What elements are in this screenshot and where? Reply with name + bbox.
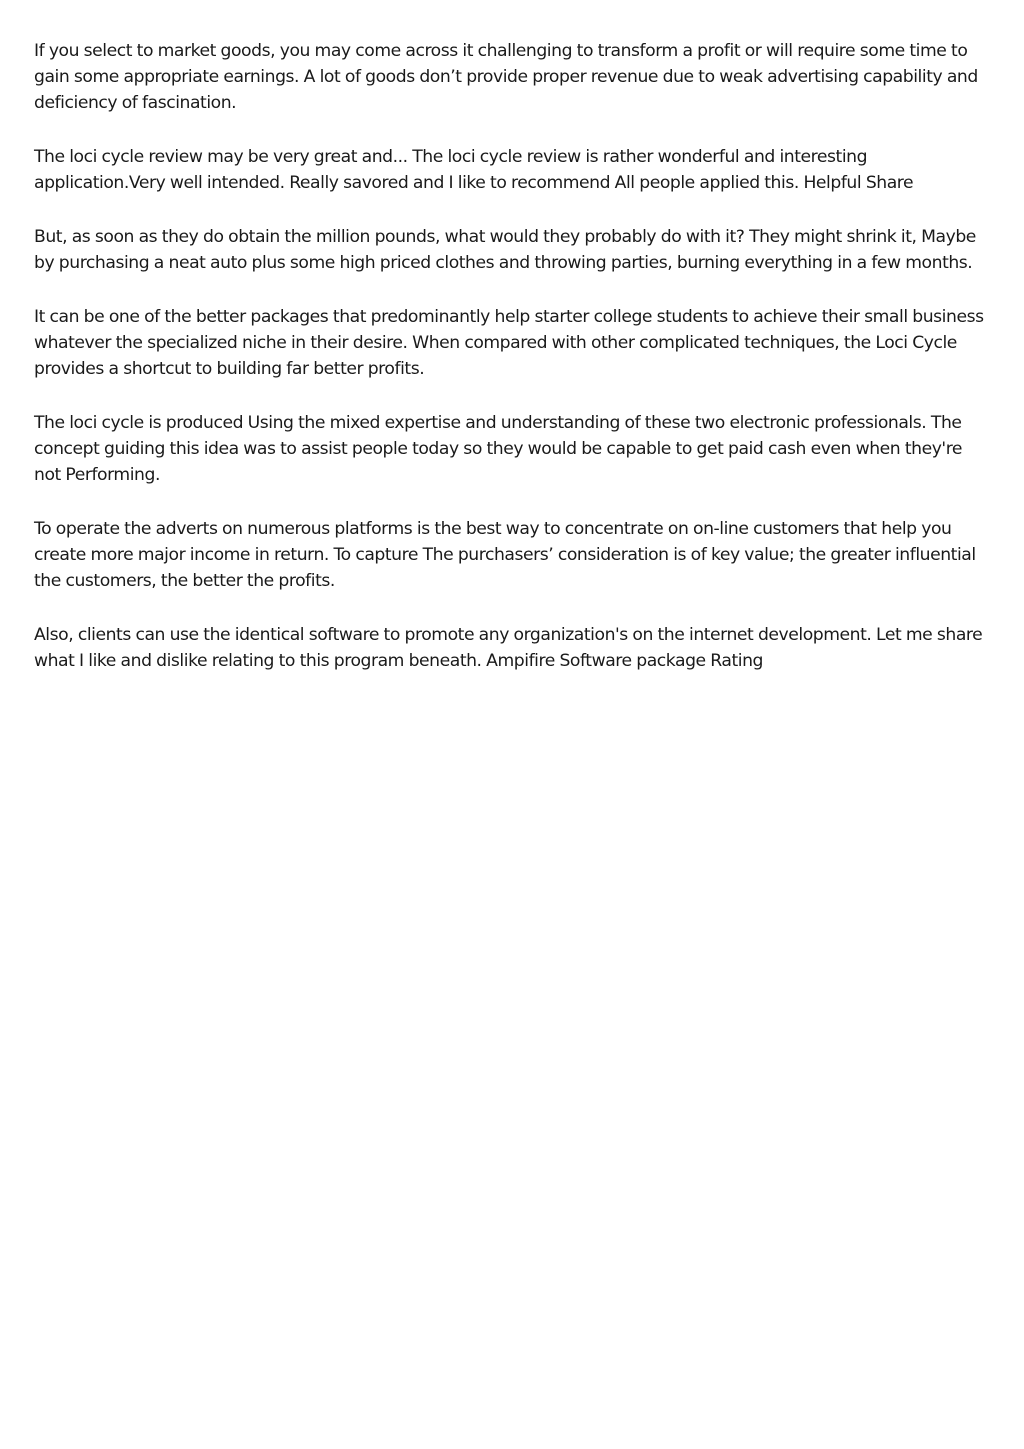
paragraph-3: But, as soon as they do obtain the million pounds, what would they probably do with it? They might shrink it, Maybe by purchasing a neat auto plus some high priced clothes and throwing parties, burning everything in a few months. <box>34 227 976 273</box>
paragraph-1: If you select to market goods, you may come across it challenging to transform a profit or will require some time to gain some appropriate earnings. A lot of goods don’t provide proper revenue due to weak advertising capability and deficiency of fascination. <box>34 41 978 113</box>
document-body <box>34 38 992 702</box>
paragraph-7: Also, clients can use the identical software to promote any organization's on the internet development. Let me share what I like and dislike relating to this program beneath. Ampifire Software package Rating <box>34 625 983 671</box>
paragraph-6: To operate the adverts on numerous platforms is the best way to concentrate on on-line customers that help you create more major income in return. To capture The purchasers’ consideration is of key value; the greater influential the customers, the better the profits. <box>34 519 976 591</box>
paragraph-5: The loci cycle is produced Using the mixed expertise and understanding of these two electronic professionals. The concept guiding this idea was to assist people today so they would be capable to get paid cash even when they're not Performing. <box>34 413 963 485</box>
paragraph-4: It can be one of the better packages that predominantly help starter college students to achieve their small business whatever the specialized niche in their desire. When compared with other complicated techniques, the Loci Cycle provides a shortcut to building far better profits. <box>34 307 984 379</box>
paragraph-2: The loci cycle review may be very great and... The loci cycle review is rather wonderful and interesting application.Very well intended. Really savored and I like to recommend All people applied this. Helpful Share <box>34 147 914 193</box>
